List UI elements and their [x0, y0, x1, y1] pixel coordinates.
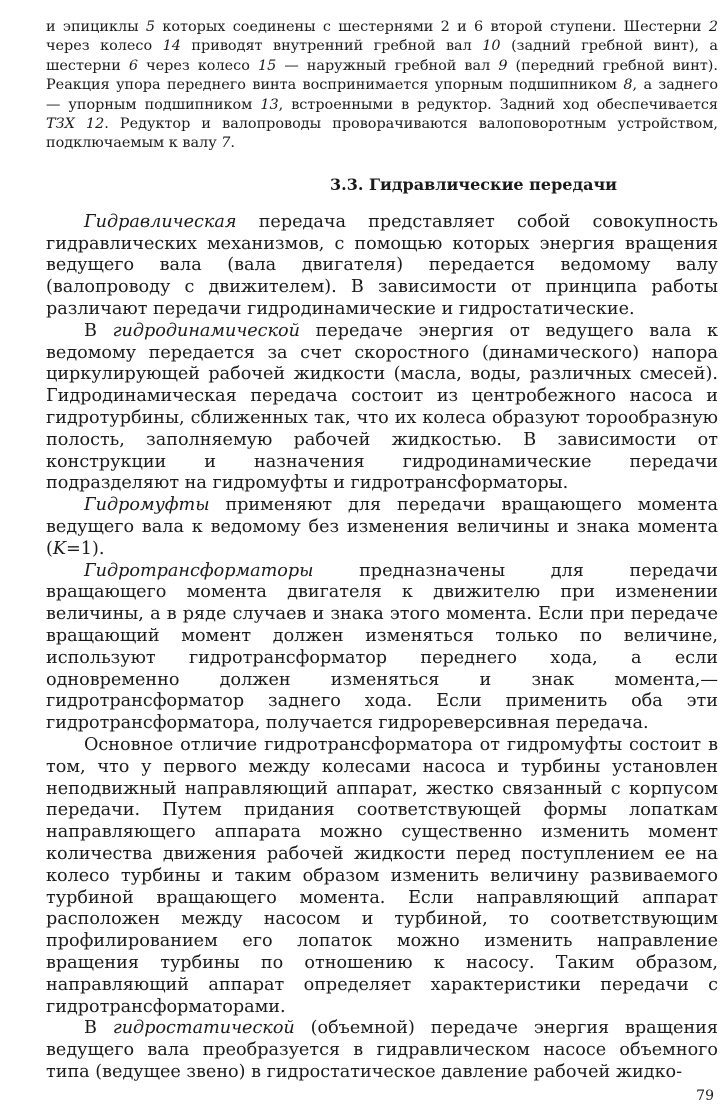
text-run: которых соединены с шестернями 2 и 6 второй ступени. Шестерни: [155, 19, 709, 35]
text-run: приводят внутренний гребной вал: [180, 38, 483, 55]
italic-run: 8: [623, 77, 633, 94]
paragraph-main-difference: [46, 735, 718, 1018]
italic-run: 10: [482, 38, 501, 55]
text-run: применяют для передачи вращающего момента ведущего вала к ведомому без изменения величины и знака момента (: [46, 495, 718, 559]
text-run: , а заднего — упорным подшипником: [46, 77, 719, 113]
italic-run: K: [52, 538, 67, 559]
text-run: (объемной) передаче энергия вращения ведущего вала преобразуется в гидравлическом насосе объемного типа (ведущее звено) в гидростатическое давление рабочей жидко-: [46, 1018, 718, 1082]
intro-paragraph: [46, 18, 718, 154]
text-run: через колесо: [138, 57, 258, 74]
text-run: В: [84, 1018, 113, 1039]
italic-run: Гидромуфты: [84, 495, 210, 516]
paragraph-fluid-couplings: [46, 495, 718, 560]
text-run: =1).: [66, 538, 105, 559]
text-run: , встроенными в редуктор. Задний ход обеспечивается: [278, 96, 718, 113]
text-run: передача представляет собой совокупность гидравлических механизмов, с помощью которых энергия вращения ведущего вала (вала двигателя) передается ведомому валу (валопроводу с движителем). В зависимости от принципа работы различают передачи гидродинамические и гидростатические.: [46, 211, 718, 320]
text-run: (передний гребной винт). Реакция упора переднего винта воспринимается упорным подшипником: [46, 57, 718, 94]
italic-run: 6: [128, 57, 139, 74]
italic-run: 5: [145, 19, 156, 35]
text-run: . Редуктор и валопроводы проворачиваются валоповоротным устройством, подключаемым к валу: [46, 116, 718, 152]
page-body: [46, 18, 718, 1084]
italic-run: 13: [260, 96, 279, 113]
paragraph-torque-converters: [46, 561, 718, 735]
page-number: 79: [696, 1088, 714, 1104]
text-run: (задний гребной винт), а шестерни: [46, 38, 718, 74]
italic-run: Гидротрансформаторы: [84, 560, 314, 581]
paragraph-hydrostatic: [46, 1018, 718, 1083]
paragraph-hydraulic-transmission: [46, 212, 718, 321]
italic-run: 9: [498, 57, 508, 74]
italic-run: 15: [257, 57, 277, 74]
italic-run: гидростатической: [112, 1018, 295, 1039]
text-run: .: [230, 135, 235, 152]
text-run: через колесо: [46, 38, 163, 55]
italic-run: ТЗХ 12: [46, 116, 105, 133]
italic-run: гидродинамической: [112, 320, 300, 341]
section-heading: 3.3. Гидравлические передачи: [330, 174, 618, 194]
paragraph-hydrodynamic: [46, 321, 718, 495]
italic-run: 14: [162, 38, 181, 55]
text-run: Основное отличие гидротрансформатора от гидромуфты состоит в том, что у первого между колесами насоса и турбины установлен неподвижный направляющий аппарат, жестко связанный с корпусом передачи. Путем придания соответствующей формы лопаткам направляющего аппарата можно существенно изменить момент количества движения рабочей жидкости перед поступлением ее на колесо турбины и таким образом изменить величину развиваемого турбиной вращающего момента. Если направляющий аппарат расположен между насосом и турбиной, то соответствующим профилированием его лопаток можно изменить направление вращения турбины по отношению к насосу. Таким образом, направляющий аппарат определяет характеристики передачи с гидротрансформаторами.: [46, 734, 718, 1017]
text-run: — наружный гребной вал: [276, 57, 499, 74]
italic-run: 7: [221, 135, 231, 152]
text-run: передаче энергия от ведущего вала к ведомому передается за счет скоростного (динамического) напора циркулирующей рабочей жидкости (масла, воды, различных смесей). Гидродинамическая передача состоит из центробежного насоса и гидротурбины, сближенных так, что их колеса образуют торообразную полость, заполняемую рабочей жидкостью. В зависимости от конструкции и назначения гидродинамические передачи подразделяют на гидромуфты и гидротрансформаторы.: [46, 320, 718, 494]
text-run: предназначены для передачи вращающего момента двигателя к движителю при изменении величины, а в ряде случаев и знака этого момента. Если при передаче вращающий момент должен изменяться только по величине, используют гидротрансформатор переднего хода, а если одновременно должен изменяться и знак момента,— гидротрансформатор заднего хода. Если применить оба эти гидротрансформатора, получается гидрореверсивная передача.: [46, 560, 718, 734]
italic-run: 2: [708, 19, 718, 35]
text-run: и эпициклы: [46, 19, 146, 35]
italic-run: Гидравлическая: [84, 211, 237, 232]
text-run: В: [84, 320, 113, 341]
section-body: [46, 212, 718, 1084]
